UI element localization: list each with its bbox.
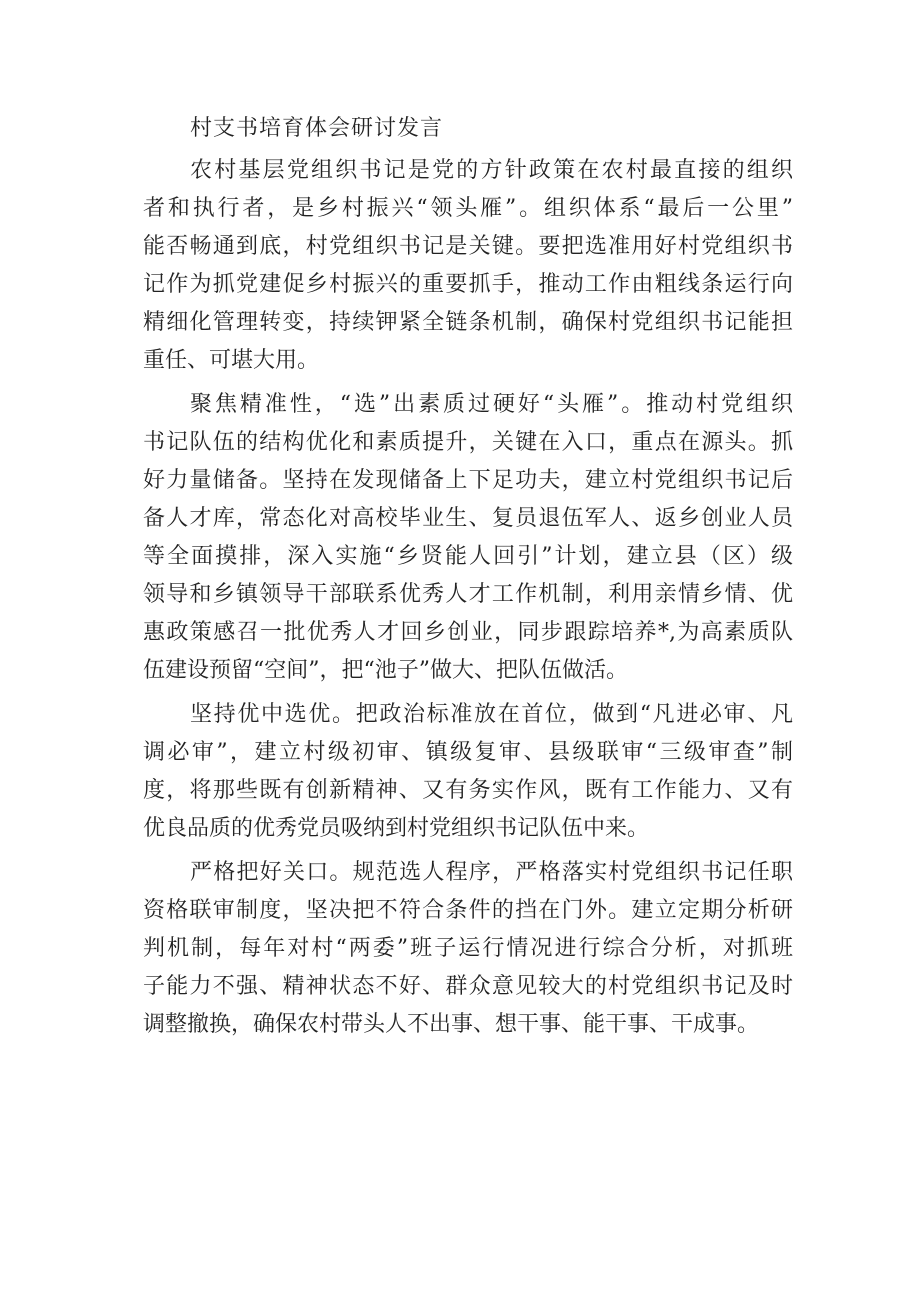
paragraph-line: 子能力不强、精神状态不好、群众意见较大的村党组织书记及时 bbox=[143, 974, 793, 999]
paragraph-line: 备人才库，常态化对高校毕业生、复员退伍军人、返乡创业人员 bbox=[143, 506, 793, 531]
paragraph-line: 农村基层党组织书记是党的方针政策在农村最直接的组织 bbox=[190, 158, 793, 183]
paragraph-line: 能否畅通到底，村党组织书记是关键。要把选准用好村党组织书 bbox=[143, 234, 793, 259]
document-title: 村支书培育体会研讨发言 bbox=[190, 116, 444, 141]
paragraph bbox=[143, 152, 793, 380]
paragraph-line: 资格联审制度，坚决把不符合条件的挡在门外。建立定期分析研 bbox=[143, 898, 793, 923]
paragraph-line: 重任、可堪大用。 bbox=[143, 348, 320, 373]
paragraph-line: 伍建设预留“空间”，把“池子”做大、把队伍做活。 bbox=[143, 658, 628, 683]
paragraph-line: 精细化管理转变，持续钾紧全链条机制，确保村党组织书记能担 bbox=[143, 310, 793, 335]
paragraph-line: 记作为抓党建促乡村振兴的重要抓手，推动工作由粗线条运行向 bbox=[143, 272, 793, 297]
paragraph-line: 领导和乡镇领导干部联系优秀人才工作机制，利用亲情乡情、优 bbox=[143, 582, 793, 607]
paragraph-line: 聚焦精准性，“选”出素质过硬好“头雁”。推动村党组织 bbox=[190, 392, 793, 417]
paragraph bbox=[143, 696, 793, 848]
paragraph bbox=[143, 386, 793, 690]
paragraph-line: 者和执行者，是乡村振兴“领头雁”。组织体系“最后一公里” bbox=[143, 196, 793, 221]
paragraph-line: 书记队伍的结构优化和素质提升，关键在入口，重点在源头。抓 bbox=[143, 430, 793, 455]
paragraph-line: 坚持优中选优。把政治标准放在首位，做到“凡进必审、凡 bbox=[190, 702, 793, 727]
document-body bbox=[143, 106, 793, 1044]
paragraph-line: 优良品质的优秀党员吸纳到村党组织书记队伍中来。 bbox=[143, 816, 650, 841]
paragraph-line: 调必审”，建立村级初审、镇级复审、县级联审“三级审查”制 bbox=[143, 740, 793, 765]
paragraph-line: 调整撤换，确保农村带头人不出事、想干事、能干事、干成事。 bbox=[143, 1012, 760, 1037]
paragraph-line: 度，将那些既有创新精神、又有务实作风，既有工作能力、又有 bbox=[143, 778, 793, 803]
paragraph-line: 等全面摸排，深入实施“乡贤能人回引”计划，建立县（区）级 bbox=[143, 544, 793, 569]
paragraph-line: 惠政策感召一批优秀人才回乡创业，同步跟踪培养*,为高素质队 bbox=[143, 620, 793, 645]
paragraph-line: 好力量储备。坚持在发现储备上下足功夫，建立村党组织书记后 bbox=[143, 468, 793, 493]
paragraph-line: 判机制，每年对村“两委”班子运行情况进行综合分析，对抓班 bbox=[143, 936, 793, 961]
paragraph-line: 严格把好关口。规范选人程序，严格落实村党组织书记任职 bbox=[190, 860, 793, 885]
paragraph bbox=[143, 854, 793, 1044]
